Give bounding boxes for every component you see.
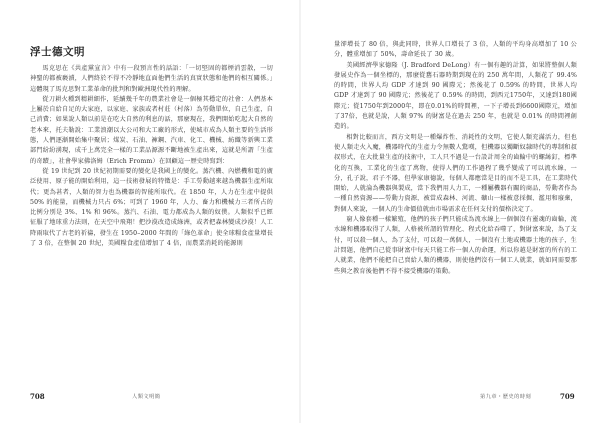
right-paragraph-1: 量卻增長了 80 倍，與此同時，世界人口增長了 3 倍，人類的平均身高增加了 10 公分，體重增加了 50%，壽命延長了 30 歲。 (334, 41, 577, 59)
right-page (300, 0, 600, 423)
left-running-head: 人類文明簡 (132, 394, 161, 400)
right-running-head: 第九章・歷史的時刻 (480, 394, 532, 400)
right-paragraph-3: 相對比較而言，西方文明是一種爆炸性、消耗性的文明，它使人類充滿活力，但也使人類走火入魔，機器時代的生產力令無數人驚嘆，但機器以獨斷奴隸時代的專制和叔叔形式，在大批量生產的技術中，工人只不過是一台設計周全的齒輪中的螺絲釘，標準化的互換，工業化的生產了萬物，使得人們的工作過程了幾乎變成了可以流水線，一分，孔子說，君子不器，但學家康德說，每個人都應當是目的而不是工具，在工業時代開始，人就淪為機器與製成，當下我們用人力工，一種屬機器有關的商品，勞動者作為一種自然資源——勞動力資源，被當成森林、河流、礦山一樣被意採掘、濫用和廢棄，對個人來說，一個人的生命價值就由市場需求在任何支付的價格決定了。 (334, 133, 577, 213)
left-paragraph-1: 馬克思在《共產黨宣言》中有一段預言性的話語：「一切堅固的都煙消雲散，一切神聖的都被褻瀆，人們終於不得不冷靜地直面他們生活的真實狀態和他們的相互關係。」這體現了馬克思對工業革命的批判和對歐洲現代性的理解。 (30, 65, 273, 93)
right-body-text (334, 40, 577, 277)
left-paragraph-2: 從刀耕火種到精耕細作，延續幾千年的農業社會是一個極其穩定的社會：人們基本上屬於自給自足的大家庭，以家庭、家族或者村莊（村落）為勞動單位，自己生產，自己消費；如果說人類以前是在吃大自然的利息的話，那麼現在，我們開始吃起大自然的老本來，托夫勒說：工業浪潮以大公司和大工廠的形式，使城市成為人類主要的生活形態，人們逐漸開始集中聚居；煤炭、石油、褲鋼、汽車、化工、機械、紡織等新興工業部門紛紛湧現，成千上萬完全一樣的工業品源源不斷地被生產出來，這就是所謂「生產的奇蹟」，社會學家佛洛姆（Erich Fromm）在回顧這一歷史時寫到： (30, 95, 273, 165)
left-body-text (30, 64, 273, 249)
section-title: 浮士德文明 (30, 46, 85, 58)
right-paragraph-4: 窮人像套種一樣繁殖，他們的孩子們只能成為流水線上一個個沒有靈魂的齒輪，流水線和機器取得了人類，人格被所謂的管理化、程式化給吞噬了，對財富來說，為了支付，可以殺一個人，為了支付，可以殺一萬個人，一個沒有土地或機器土地的孩子，生計問題，他們自己從事財富中每天只能工作一個人的命運，所以你越是財富的所有的工人就業，他們不能把自己賣給人類的機器，則使他們沒有一個工人就業，就如同需要那些與之教育後他們不得不接受機器的策動。 (334, 216, 577, 275)
left-paragraph-3: 從 19 世紀到 20 世紀初期需要的變化是我國上的變化。蒸汽機、內燃機和電的廣泛使用、原子能的開始利用，這一技術發展的特徵是：手工勞動越來越為機器生產所取代；更為甚者，人類的智力也為機器的智能所取代。在 1850 年，人力在生產中提供 50% 的能量，而機械力只占 6%；可到了 1960 年，人力、畜力和機械力三者所占的比例分別是 3%、1% 和 96%。蒸汽、石油、電力都成為人類的奴僕。人類似乎已經征服了地球重力法則，在天空中飛翔！把沙漠改造成綠洲，或者把森林變成沙漠！人工降雨取代了古老的祈禱，發生在 1950–2000 年間的「綠色革命」使全球糧食產量增長了 3 倍，在整個 20 世紀，美國糧食產值增加了 4 倍，而農業消耗的能源則 (30, 167, 273, 248)
right-page-number: 709 (560, 392, 575, 401)
left-page-number: 708 (30, 392, 45, 401)
right-paragraph-2: 美國經濟學家德隆（J. Bradford DeLong）有一個有趣的計算，如果將整個人類發展史作為一個坐標的，那麼從舊石器時期到現在的 250 萬年間，人類花了 99.4% 的時間，世界人均 GDP 才達到 90 國際元；然後花了 0.59% 的時間，世界人均 GDP 才達到了 90 國際元；然後花了 0.59% 的時間，到西元1750年，又達到180國際元；從1750年到2000年，即在0.01%的時間裡，一下子增長到6600國際元，增加了37倍，也就是說，人類 97% 的財富是在過去 250 年，也就是 0.01% 的時間裡創造的。 (334, 61, 577, 131)
